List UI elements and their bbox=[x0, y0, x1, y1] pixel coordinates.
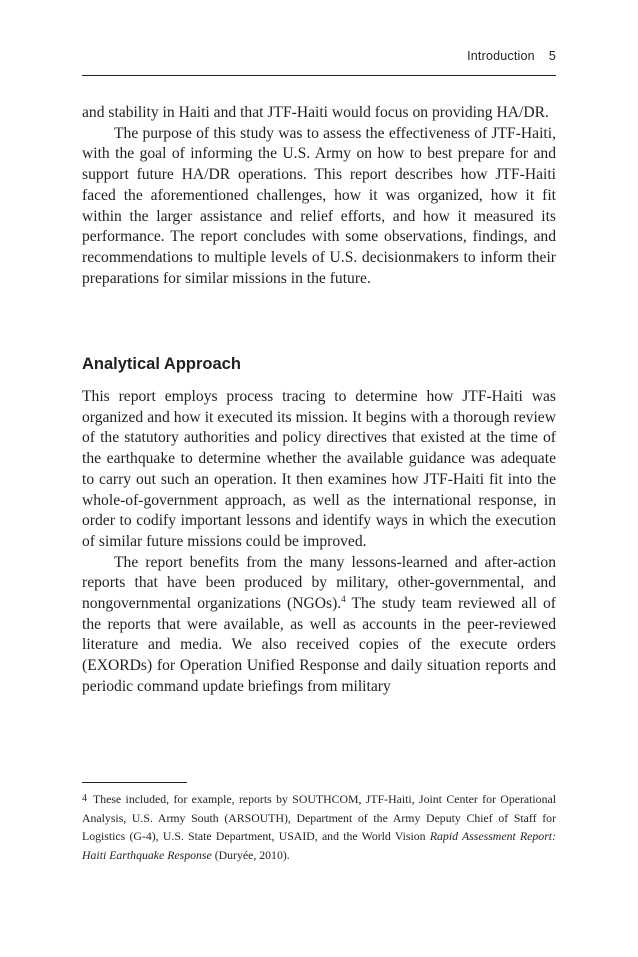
running-head-section: Introduction bbox=[467, 49, 535, 63]
footnote bbox=[82, 790, 556, 864]
body-text-block-1 bbox=[82, 103, 556, 289]
footnote-citation: (Duryée, 2010). bbox=[211, 847, 290, 862]
paragraph-lessons-text-b: The study team reviewed all of the reports that were available, as well as accounts in the peer-reviewed literature and media. We also received copies of the execute orders (EXORDs) for Operation Unified Response and daily situation reports and periodic command update briefings from military bbox=[82, 595, 556, 695]
footnote-reference[interactable]: 4 bbox=[341, 594, 346, 605]
page-number: 5 bbox=[548, 49, 556, 63]
paragraph-lessons-text-a: The report benefits from the many lessons-learned and after-action reports that have been produced by military, other-governmental, and nongovernmental organizations (NGOs). bbox=[82, 553, 556, 613]
footnote-number: 4 bbox=[82, 793, 87, 804]
paragraph-lessons-learned bbox=[82, 553, 556, 698]
header-rule bbox=[82, 75, 556, 76]
body-text-block-2 bbox=[82, 387, 556, 698]
paragraph-continuation: and stability in Haiti and that JTF-Haiti would focus on providing HA/DR. bbox=[82, 104, 549, 121]
footnote-text: These included, for example, reports by SOUTHCOM, JTF-Haiti, Joint Center for Operational Analysis, U.S. Army South (ARSOUTH), Department of the Army Deputy Chief of Staff for Logistics (G-4), U.S. State Department, USAID, and the World Vision bbox=[82, 792, 556, 843]
paragraph-process-tracing: This report employs process tracing to determine how JTF-Haiti was organized and how it executed its mission. It begins with a thorough review of the statutory authorities and policy directives that existed at the time of the earthquake to determine whether the available guidance was adequate to carry out such an operation. It then examines how JTF-Haiti fit into the whole-of-government approach, as well as the international response, in order to codify important lessons and identify ways in which the execution of similar future missions could be improved. bbox=[82, 388, 556, 550]
running-head bbox=[467, 49, 556, 63]
footnote-title: Rapid Assessment Report: Haiti Earthquake Response bbox=[82, 829, 556, 862]
footnote-rule bbox=[82, 782, 187, 783]
paragraph-purpose: The purpose of this study was to assess the effectiveness of JTF-Haiti, with the goal of informing the U.S. Army on how to best prepare for and support future HA/DR operations. This report describes how JTF-Haiti faced the aforementioned challenges, how it was organized, how it fit within the larger assistance and relief efforts, and how it measured its performance. The report concludes with some observations, findings, and recommendations to multiple levels of U.S. decisionmakers to inform their preparations for similar missions in the future. bbox=[82, 124, 556, 287]
section-heading: Analytical Approach bbox=[82, 355, 241, 373]
